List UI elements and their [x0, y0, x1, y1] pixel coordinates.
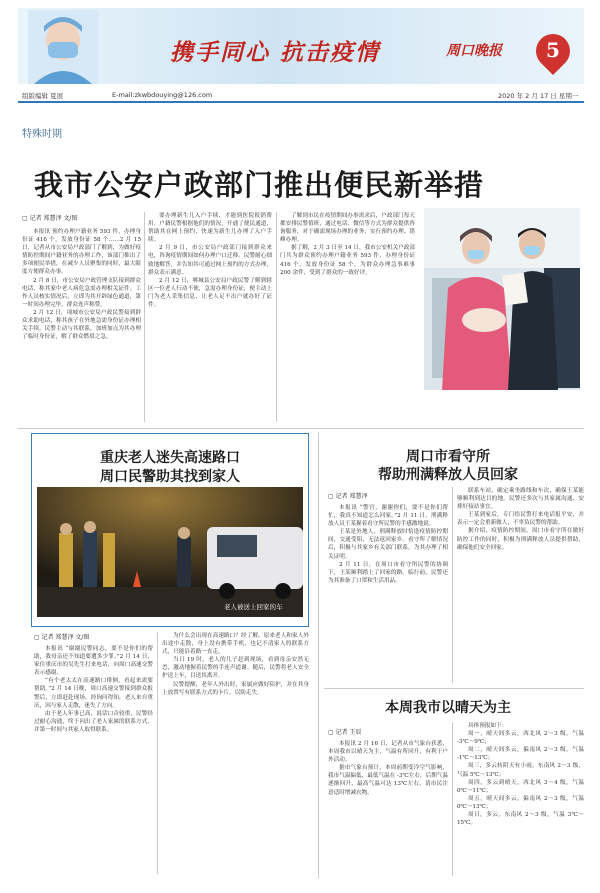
forecast-item: 周三，多云转阴天有小雨，东南风 2～3 级，气温 5℃～13℃； [457, 763, 584, 778]
paragraph: 2 月 9 日，市公安局户政部门接到群众来电，咨询疫情期间如何办理户口迁移。民警耐心细致地解答，并告知其可通过网上预约的方式办理，群众表示满意。 [148, 245, 272, 276]
paragraph: 本报讯 2 月 16 日，记者从市气象台获悉，本周我市以晴天为主，气温有所回升，有利于户外活动。 [328, 741, 448, 764]
paragraph: 据介绍，疫情防控期间，周口市看守所在做好防控工作的同时，积极为刑满释放人员提供帮助，确保他们安全回家。 [457, 528, 584, 551]
paragraph: 据了解，2 月 3 日至 14 日，我市公安机关户政部门共为群众预约办理户籍业务 593 件，办理身份证 416 个，发放身份证 58 个，为群众办理急事难事 200 余件，受到了群众的一致好评。 [280, 245, 415, 276]
paragraph: 2 月 12 日，项城市公安局户政民警接到群众求助电话，称其孩子在外地急需身份证办理相关手续。民警主动与其联系，加班加点为其办理了临时身份证，解了群众燃眉之急。 [22, 309, 141, 341]
paragraph: 由于老人年事已高，说话口音较重，民警经过耐心沟通，终于问出了老人家属的联系方式，并第一时间与其家人取得联系。 [34, 710, 153, 733]
forecast-item: 周二，晴天间多云，偏南风 2～3 级，气温 -1℃～13℃； [457, 747, 584, 762]
paragraph: 据市气象台预计，本周前期受冷空气影响，我市气温偏低，最低气温在 -3℃左右，后期气温逐渐回升，最高气温可达 13℃左右，请市民注意适时增减衣物。 [328, 765, 448, 796]
paragraph: 联系车站，确定乘坐路线和车次，确保王某能够顺利到达目的地。民警还多次与其家属沟通，安排好接站事宜。 [457, 488, 584, 511]
story3-byline: ▢ 记者 郑慧泽 [328, 493, 368, 500]
main-col-1 [22, 228, 141, 423]
paragraph: 为什么会出现在高速路口？经了解，原来老人和家人外出途中走散，身上没有携带手机，也记不清家人的联系方式，只能沿着路一直走。 [162, 633, 309, 656]
forecast-item: 周一，晴天间多云，西北风 2～3 级，气温 -3℃～9℃； [457, 731, 584, 746]
forecast-item: 周五，晴天间多云，偏南风 2～3 级，气温 0℃～13℃； [457, 795, 584, 810]
column-divider [452, 487, 453, 683]
forecast-title: 具体预报如下： [468, 723, 508, 729]
story3-col-2 [457, 487, 584, 683]
column-divider [452, 722, 453, 876]
column-divider [276, 212, 277, 422]
page-number: 5 [546, 38, 560, 62]
paragraph: 2 月 11 日，在周口市看守所民警的协调下，王某顺利踏上了回家的路。临行前，民警还为其准备了口罩和生活用品。 [328, 561, 448, 584]
section-label: 特殊时期 [22, 129, 62, 140]
column-divider [144, 212, 145, 422]
issue-date: 2020 年 2 月 17 日 星期一 [498, 92, 579, 100]
main-col-3 [280, 212, 415, 422]
story2-col-1 [34, 645, 153, 875]
story2-photo [37, 487, 303, 617]
masthead-slogan: 携手同心 抗击疫情 [170, 39, 381, 66]
forecast-item: 周日，多云，东南风 2～3 级，气温 3℃～15℃。 [457, 812, 584, 827]
paragraph: 要办理新生儿入户手续，才能到医院报销费用。户籍民警根据他们的情况，开通了便民通道，帮助其在网上预约，快速为新生儿办理了入户手续。 [148, 213, 272, 244]
main-photo [424, 208, 580, 390]
column-divider [318, 433, 319, 878]
doctor-portrait [28, 10, 98, 84]
column-divider [157, 632, 158, 874]
story3-col-1 [328, 504, 448, 682]
story3-headline-2: 帮助刑满释放人员回家 [378, 467, 518, 483]
editor-credit: 组版编辑 夏展 [22, 92, 64, 100]
weather-byline: ▢ 记者 王辰 [328, 729, 362, 736]
section-divider [324, 688, 584, 689]
story2-byline-text: 记者 郑慧泽 文/图 [41, 634, 90, 641]
paper-name: 周口晚报 [446, 43, 502, 59]
story2-headline-1: 重庆老人迷失高速路口 [100, 450, 240, 466]
masthead [0, 0, 600, 104]
main-col-2 [148, 212, 272, 422]
paragraph: 王某是外地人，刑满释放时恰逢疫情防控期间，交通受阻，无法返回家乡。看守所了解情况后，积极与其家乡有关部门联系，为其办理了相关证明。 [328, 529, 448, 560]
paragraph: 2 月 8 日，市公安局户政管理支队接到群众电话，称其家中老人病危急需办理相关证件。工作人员核实情况后，立即为其开辟绿色通道，第一时间办理完毕，群众连声称赞。 [22, 277, 141, 308]
paragraph: 了解到市民在疫情期间办事需求后，户政部门每天都安排民警值班，通过电话、微信等方式为群众提供咨询服务，对于确需现场办理的业务，实行预约办理、错峰办理。 [280, 213, 415, 244]
paragraph: 当日 19 时，老人的儿子赶到现场，看到母亲安然无恙，激动地握着民警的手连声道谢。随后，民警将老人安全护送上车，目送其离开。 [162, 657, 309, 680]
paragraph: 本报讯 预约办理户籍业务 593 件，办理身份证 416 个，发放身份证 58 个……2 月 15 日，记者从市公安局户政部门了解到，为做好疫情防控期间户籍业务的办理工作，该部门推出了多项便民举措，在减少人员聚集的同时，最大限度方便群众办事。 [22, 229, 141, 276]
weather-byline-text: 记者 王辰 [335, 729, 362, 736]
email: E-mail:zkwbdouying@126.com [112, 91, 213, 99]
paragraph: 本报讯 “谢谢民警同志，要不是你们的帮助，我母亲还不知道要遭多少罪。”2 月 14 日，家住重庆市的吴先生打来电话，向周口高速交警表示感谢。 [34, 646, 153, 677]
weather-col-1 [328, 740, 448, 876]
paragraph: 本报讯 “警官，谢谢你们，要不是你们帮忙，我真不知道怎么回家。”2 月 11 日，刑满释放人员王某握着看守所民警的手感激地说。 [328, 505, 448, 528]
main-headline: 我市公安户政部门推出便民新举措 [34, 168, 485, 202]
story2-photo-caption: 老人被送上回家的车 [224, 603, 283, 611]
section-divider [18, 428, 584, 429]
story2-headline-2: 周口民警助其找到家人 [100, 469, 240, 485]
story2-col-2 [162, 632, 309, 874]
paragraph: 王某到家后，专门给民警打来电话报平安，并表示一定会重新做人，不辜负民警的帮助。 [457, 512, 584, 527]
forecast-item: 周四，多云到晴天，西北风 3～4 级，气温 0℃～11℃； [457, 779, 584, 794]
story3-headline-1: 周口市看守所 [406, 449, 490, 465]
paragraph: 2 月 12 日，郸城县公安局户政民警了解到辖区一位老人行动不便，急需办理身份证，便主动上门为老人采集信息，让老人足不出户就办好了证件。 [148, 277, 272, 309]
main-byline: ▢ 记者 郑慧泽 文/图 [22, 215, 78, 222]
masthead-rule [18, 101, 584, 103]
paragraph: 民警提醒，老年人外出时，家属应做好陪护，并在其身上放置写有联系方式的卡片，以防走失。 [162, 681, 309, 696]
paragraph: “有个老太太在高速路口徘徊，看起来需要帮助。”2 月 14 日晚，周口高速交警接到群众报警后，立即赶赴现场。经询问得知，老人来自重庆，因与家人走散，迷失了方向。 [34, 678, 153, 709]
main-byline-text: 记者 郑慧泽 文/图 [29, 215, 78, 222]
weather-headline: 本周我市以晴天为主 [385, 700, 511, 716]
story3-byline-text: 记者 郑慧泽 [335, 493, 368, 500]
story2-byline: ▢ 记者 郑慧泽 文/图 [34, 634, 90, 641]
weather-col-2 [457, 722, 584, 876]
